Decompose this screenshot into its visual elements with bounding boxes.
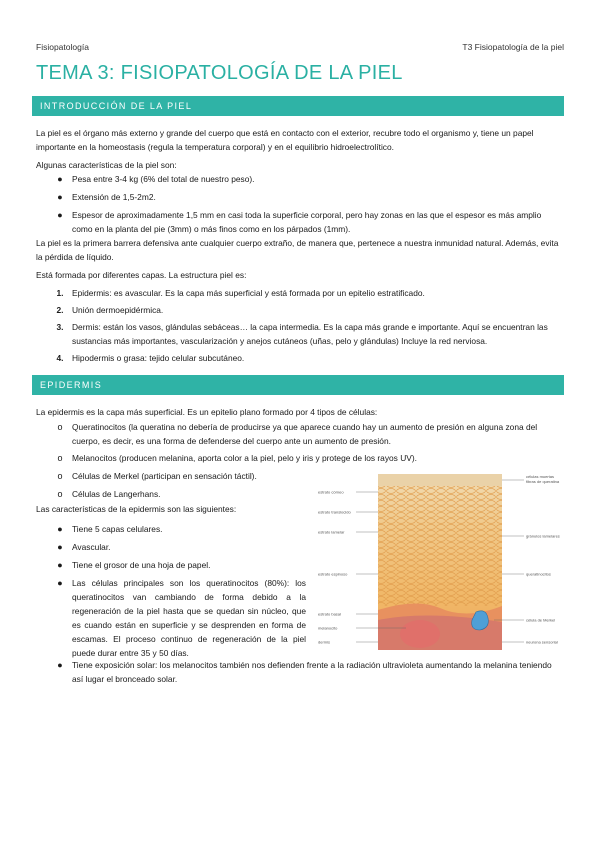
list-item: 2. Unión dermoepidérmica. bbox=[56, 305, 164, 315]
circle-bullet-icon: o bbox=[57, 471, 63, 481]
list-item: ● Tiene el grosor de una hoja de papel. bbox=[72, 558, 306, 576]
header-topic: T3 Fisiopatología de la piel bbox=[462, 42, 564, 52]
label-estrato-translucido: estrato translúcido bbox=[318, 509, 351, 515]
label-celula-merkel: célula de Merkel bbox=[526, 617, 556, 623]
bullet-icon: ● bbox=[57, 560, 63, 570]
intro-paragraph-2: Algunas características de la piel son: bbox=[36, 160, 177, 170]
epidermis-features-list-cont bbox=[57, 658, 562, 686]
label-granulos-lamelares: gránulos lamelares bbox=[526, 533, 560, 539]
bullet-icon: ● bbox=[57, 660, 63, 670]
epidermis-paragraph-2: Las características de la epidermis son las siguientes: bbox=[36, 504, 237, 514]
page-title: TEMA 3: FISIOPATOLOGÍA DE LA PIEL bbox=[36, 62, 403, 84]
bullet-icon: ● bbox=[57, 542, 63, 552]
intro-characteristics-list bbox=[57, 172, 562, 236]
bullet-icon: ● bbox=[57, 174, 63, 184]
list-item: ● Las células principales son los queratinocitos (80%): los queratinocitos van cambiando de forma debido a la regeneración de la piel hasta que se quedan sin núcleo, que es cuando están en superficie y se desprenden en forma de escamas. El proceso continuo de regeneración de la piel puede durar entre 35 y 50 días. bbox=[72, 576, 306, 658]
list-item: o Melanocitos (producen melanina, aporta color a la piel, pelo y iris y protege de los rayos UV). bbox=[72, 451, 562, 469]
skin-layers-list bbox=[56, 286, 562, 365]
bullet-icon: ● bbox=[57, 524, 63, 534]
list-item: 4. Hipodermis o grasa: tejido celular subcutáneo. bbox=[56, 353, 245, 363]
section-heading-intro: INTRODUCCIÓN DE LA PIEL bbox=[32, 96, 564, 116]
list-item: ● Pesa entre 3-4 kg (6% del total de nuestro peso). bbox=[72, 172, 562, 190]
intro-paragraph-3: La piel es la primera barrera defensiva ante cualquier cuerpo extraño, de manera que, pertenece a nuestra inmunidad natural. Además, evita la pérdida de líquido. bbox=[36, 238, 559, 262]
label-neurona-sensorial: neurona sensorial bbox=[526, 639, 558, 645]
label-celulas-muertas: células muertas bbox=[526, 474, 555, 479]
circle-bullet-icon: o bbox=[57, 453, 63, 463]
bullet-icon: ● bbox=[57, 192, 63, 202]
list-item: ● Espesor de aproximadamente 1,5 mm en casi toda la superficie corporal, pero hay zonas en las que el espesor es más amplio como en la planta del pie (3mm) o más finos como en los párpados (1mm). bbox=[72, 208, 562, 236]
circle-bullet-icon: o bbox=[57, 422, 63, 432]
label-estrato-espinoso: estrato espinoso bbox=[318, 571, 348, 577]
list-item: o Células de Merkel (participan en sensación táctil). bbox=[72, 469, 292, 487]
bullet-icon: ● bbox=[57, 210, 63, 220]
label-estrato-lamelar: estrato lamelar bbox=[318, 529, 345, 535]
list-item: ● Avascular. bbox=[72, 540, 306, 558]
list-item: ● Extensión de 1,5-2m2. bbox=[72, 190, 562, 208]
cell-pattern bbox=[378, 486, 502, 606]
intro-paragraph-1: La piel es el órgano más externo y grande del cuerpo que está en contacto con el exterior, recubre todo el organismo y, tiene un papel importante en la homeostasis (regula la temperatura corporal) y en el equilibrio hidroelectrolítico. bbox=[36, 128, 534, 152]
stratum-corneum-band bbox=[378, 474, 502, 486]
header-course: Fisiopatología bbox=[36, 42, 89, 52]
melanocyte-shape bbox=[400, 620, 440, 648]
label-estrato-basal: estrato basal bbox=[318, 611, 341, 617]
label-melanocito: melanocito bbox=[318, 625, 338, 631]
list-item: o Células de Langerhans. bbox=[72, 487, 562, 501]
list-item: 1. Epidermis: es avascular. Es la capa más superficial y está formada por un epitelio estratificado. bbox=[56, 288, 425, 298]
epidermis-paragraph-1: La epidermis es la capa más superficial. Es un epitelio plano formado por 4 tipos de células: bbox=[36, 407, 378, 417]
bullet-icon: ● bbox=[57, 578, 63, 588]
epidermis-features-list bbox=[57, 522, 306, 658]
label-dermis: dermis bbox=[318, 639, 331, 645]
label-queratinocitos: queratinocitos bbox=[526, 571, 551, 577]
label-estrato-corneo: estrato córneo bbox=[318, 489, 344, 495]
circle-bullet-icon: o bbox=[57, 489, 63, 499]
section-heading-epidermis: EPIDERMIS bbox=[32, 375, 564, 395]
list-item: ● Tiene exposición solar: los melanocitos también nos defienden frente a la radiación ultravioleta aumentando la melanina teniendo así lugar el bronceado solar. bbox=[72, 658, 562, 686]
epidermis-layers-illustration bbox=[316, 470, 566, 652]
list-item: o Queratinocitos (la queratina no debería de producirse ya que aparece cuando hay un aumento de presión en alguna zona del cuerpo, es decir, es una forma de defenderse del cuerpo ante un aumento de presión. bbox=[72, 420, 562, 451]
list-item: 3. Dermis: están los vasos, glándulas sebáceas… la capa intermedia. Es la capa más grande e importante. Aquí se encuentran las sustancias más importantes, vascularización y anejos cutáneos (uñas, pelo y glándulas) Incluye la red nerviosa. bbox=[56, 322, 548, 346]
intro-paragraph-4: Está formada por diferentes capas. La estructura piel es: bbox=[36, 270, 247, 280]
list-item: ● Tiene 5 capas celulares. bbox=[72, 522, 306, 540]
label-fibras-queratina: fibras de queratina bbox=[526, 479, 560, 484]
